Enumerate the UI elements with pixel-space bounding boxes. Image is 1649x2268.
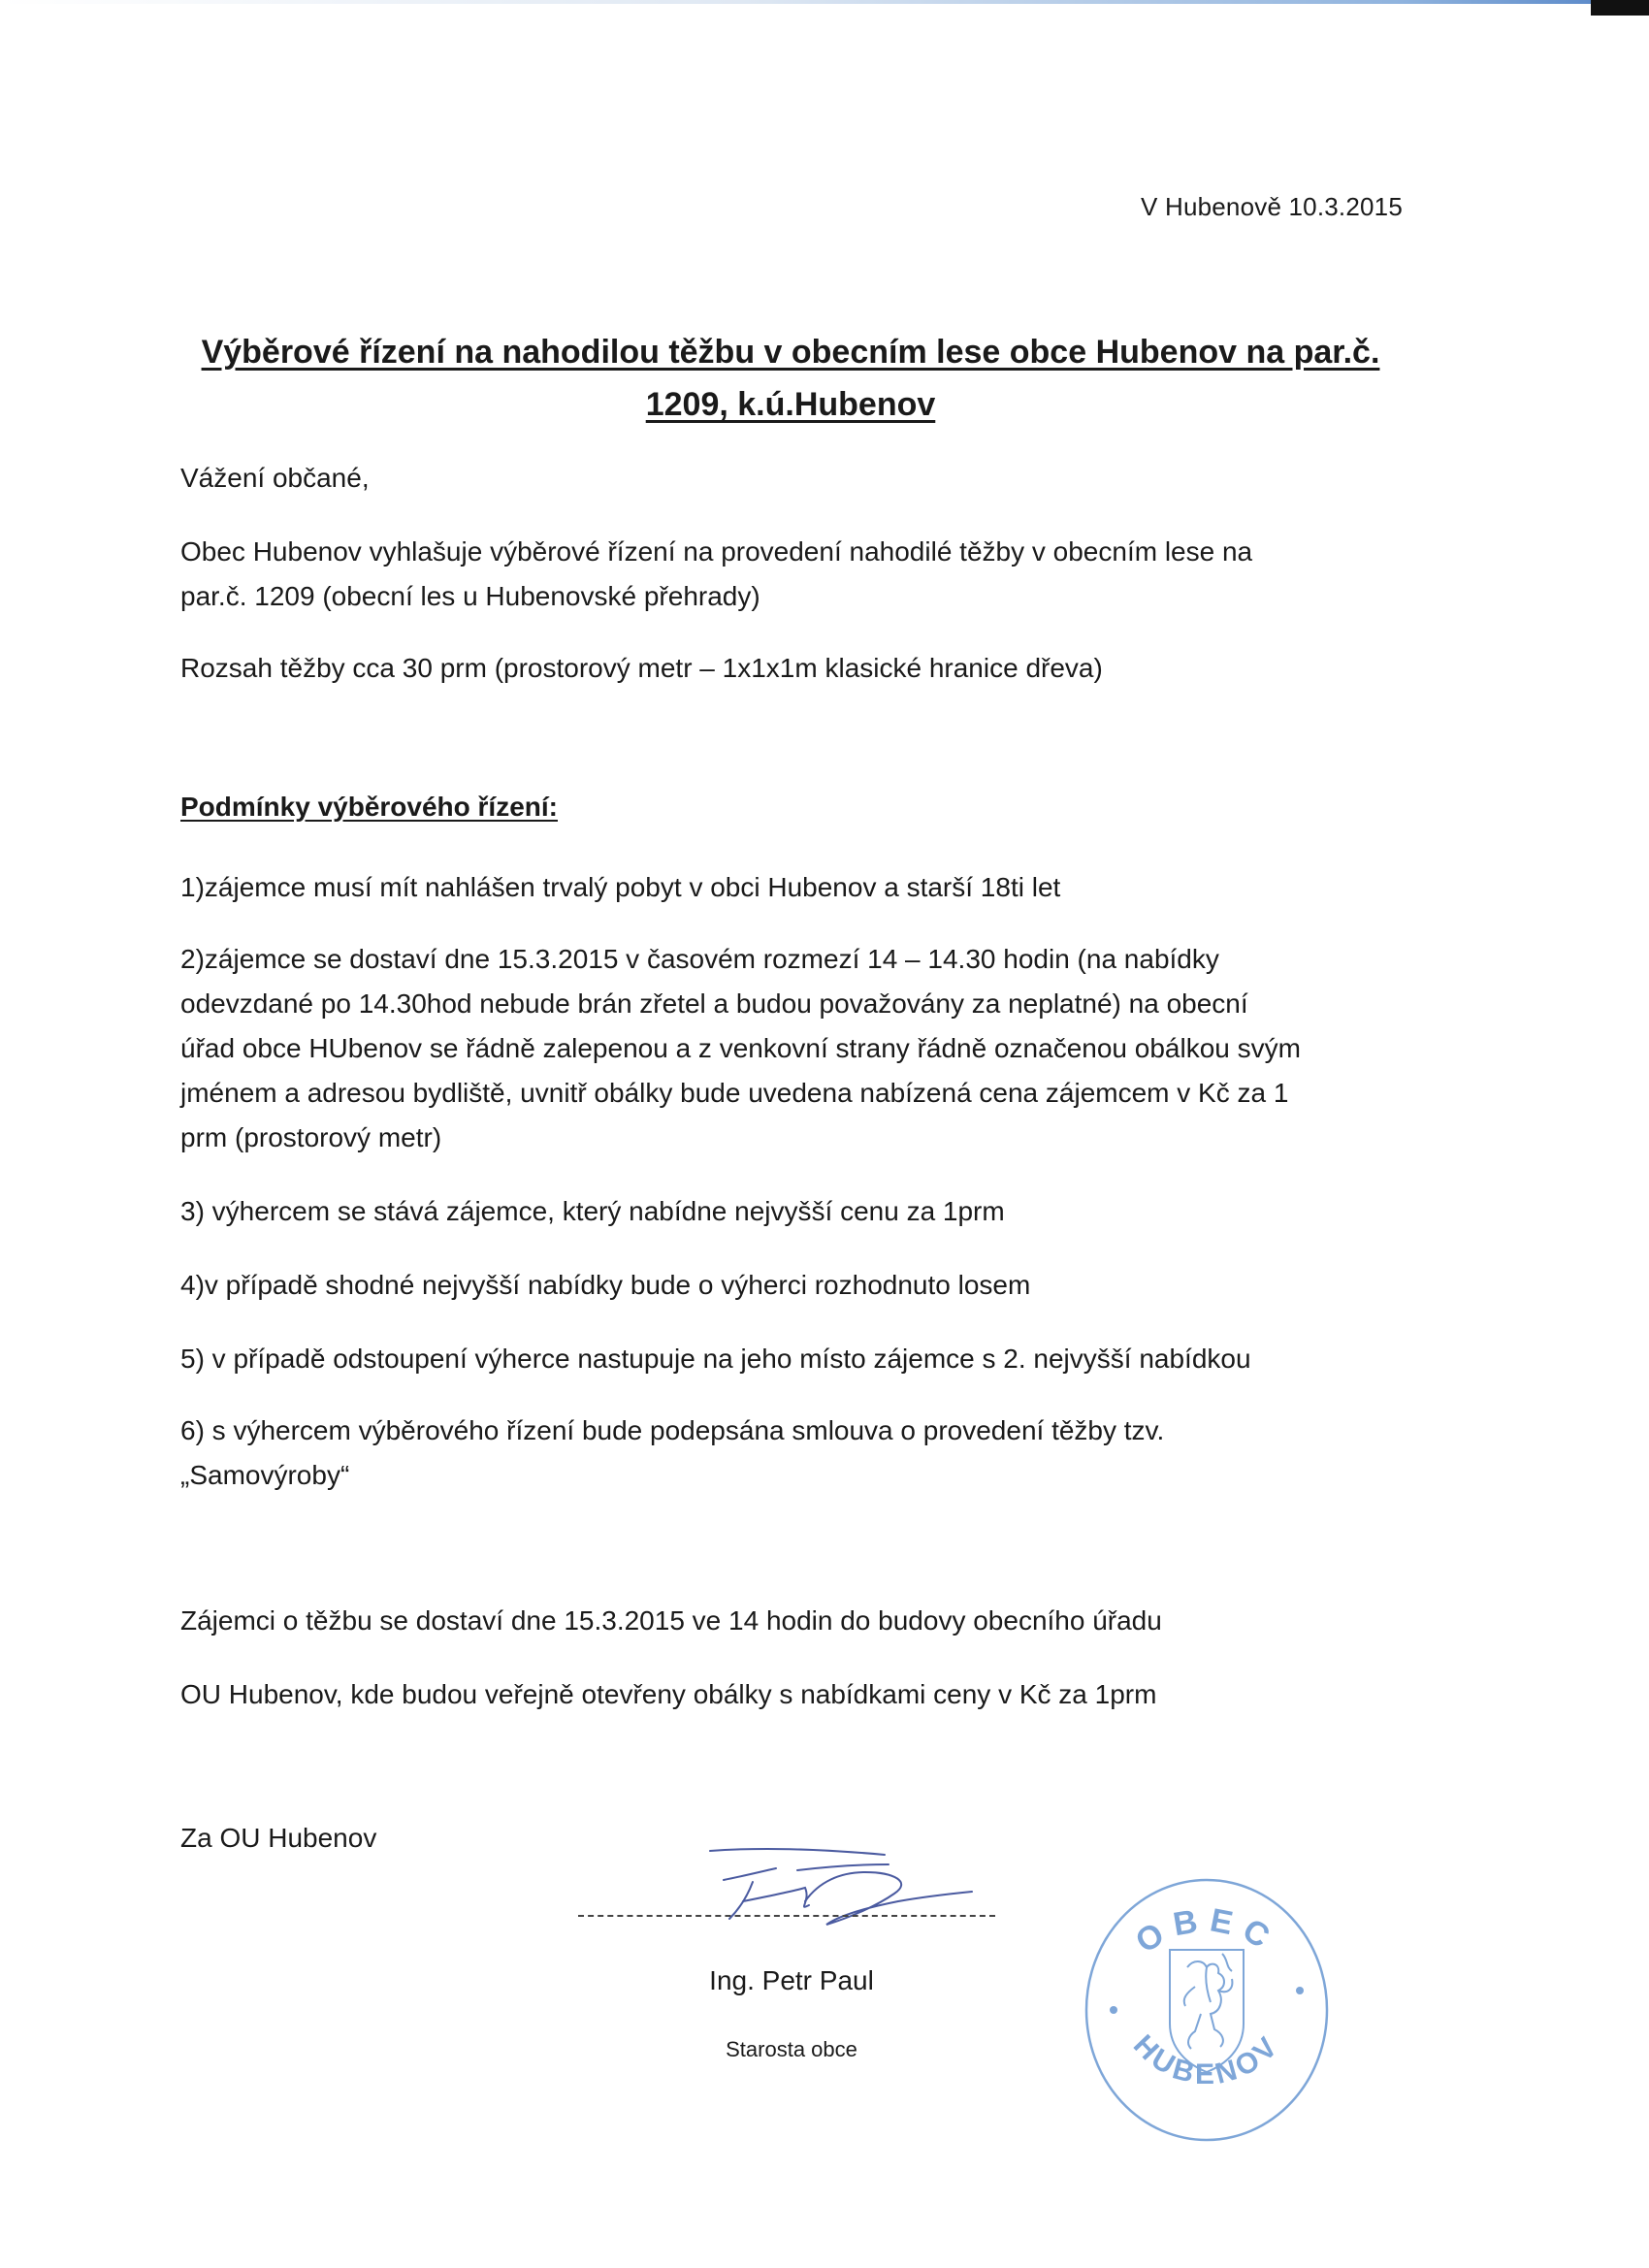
date-line: V Hubenově 10.3.2015 [1141,192,1403,221]
stamp-text-top: OBEC [1129,1901,1284,1961]
title-line-2: 1209, k.ú.Hubenov [645,386,936,423]
municipal-stamp [1081,1859,1333,2150]
salutation: Vážení občané, [180,463,370,493]
conditions-heading: Podmínky výběrového řízení: [180,792,558,822]
signature-block [578,1843,1005,2076]
handwritten-signature-icon [704,1843,976,1930]
condition-4: 4)v případě shodné nejvyšší nabídky bude o výherci rozhodnuto losem [180,1270,1031,1300]
intro-line-2: par.č. 1209 (obecní les u Hubenovské přehrady) [180,581,760,611]
intro-line-1: Obec Hubenov vyhlašuje výběrové řízení na provedení nahodilé těžby v obecním lese na [180,536,1253,567]
condition-6-line-2: „Samovýroby“ [180,1460,350,1490]
condition-2-line-5: prm (prostorový metr) [180,1122,442,1152]
closing-line-2: OU Hubenov, kde budou veřejně otevřeny obálky s nabídkami ceny v Kč za 1prm [180,1679,1157,1709]
scope-line: Rozsah těžby cca 30 prm (prostorový metr – 1x1x1m klasické hranice dřeva) [180,653,1103,683]
condition-5: 5) v případě odstoupení výherce nastupuje na jeho místo zájemce s 2. nejvyšší nabídkou [180,1344,1251,1374]
signer-name: Ing. Petr Paul [709,1965,874,1995]
condition-3: 3) výhercem se stává zájemce, který nabídne nejvyšší cenu za 1prm [180,1196,1005,1226]
lion-coat-of-arms-icon [1170,1950,1244,2072]
condition-2-line-4: jménem a adresou bydliště, uvnitř obálky bude uvedena nabízená cena zájemcem v Kč za 1 [180,1078,1289,1108]
signer-role: Starosta obce [726,2037,857,2061]
stamp-text-bottom: HUBENOV [1126,2028,1287,2091]
closing-line-1: Zájemci o těžbu se dostaví dne 15.3.2015 ve 14 hodin do budovy obecního úřadu [180,1605,1162,1636]
title-line-1: Výběrové řízení na nahodilou těžbu v obecním lese obce Hubenov na par.č. [201,334,1380,371]
document-title [146,326,1436,431]
condition-1: 1)zájemce musí mít nahlášen trvalý pobyt v obci Hubenov a starší 18ti let [180,872,1061,902]
condition-2-line-3: úřad obce HUbenov se řádně zalepenou a z venkovní strany řádně označenou obálkou svým [180,1033,1301,1063]
on-behalf-line: Za OU Hubenov [180,1823,377,1853]
condition-2-line-1: 2)zájemce se dostaví dne 15.3.2015 v časovém rozmezí 14 – 14.30 hodin (na nabídky [180,944,1219,974]
condition-6-line-1: 6) s výhercem výběrového řízení bude podepsána smlouva o provedení těžby tzv. [180,1415,1165,1445]
signature-line [578,1915,995,1917]
condition-2-line-2: odevzdané po 14.30hod nebude brán zřetel a budou považovány za neplatné) na obecní [180,988,1248,1019]
